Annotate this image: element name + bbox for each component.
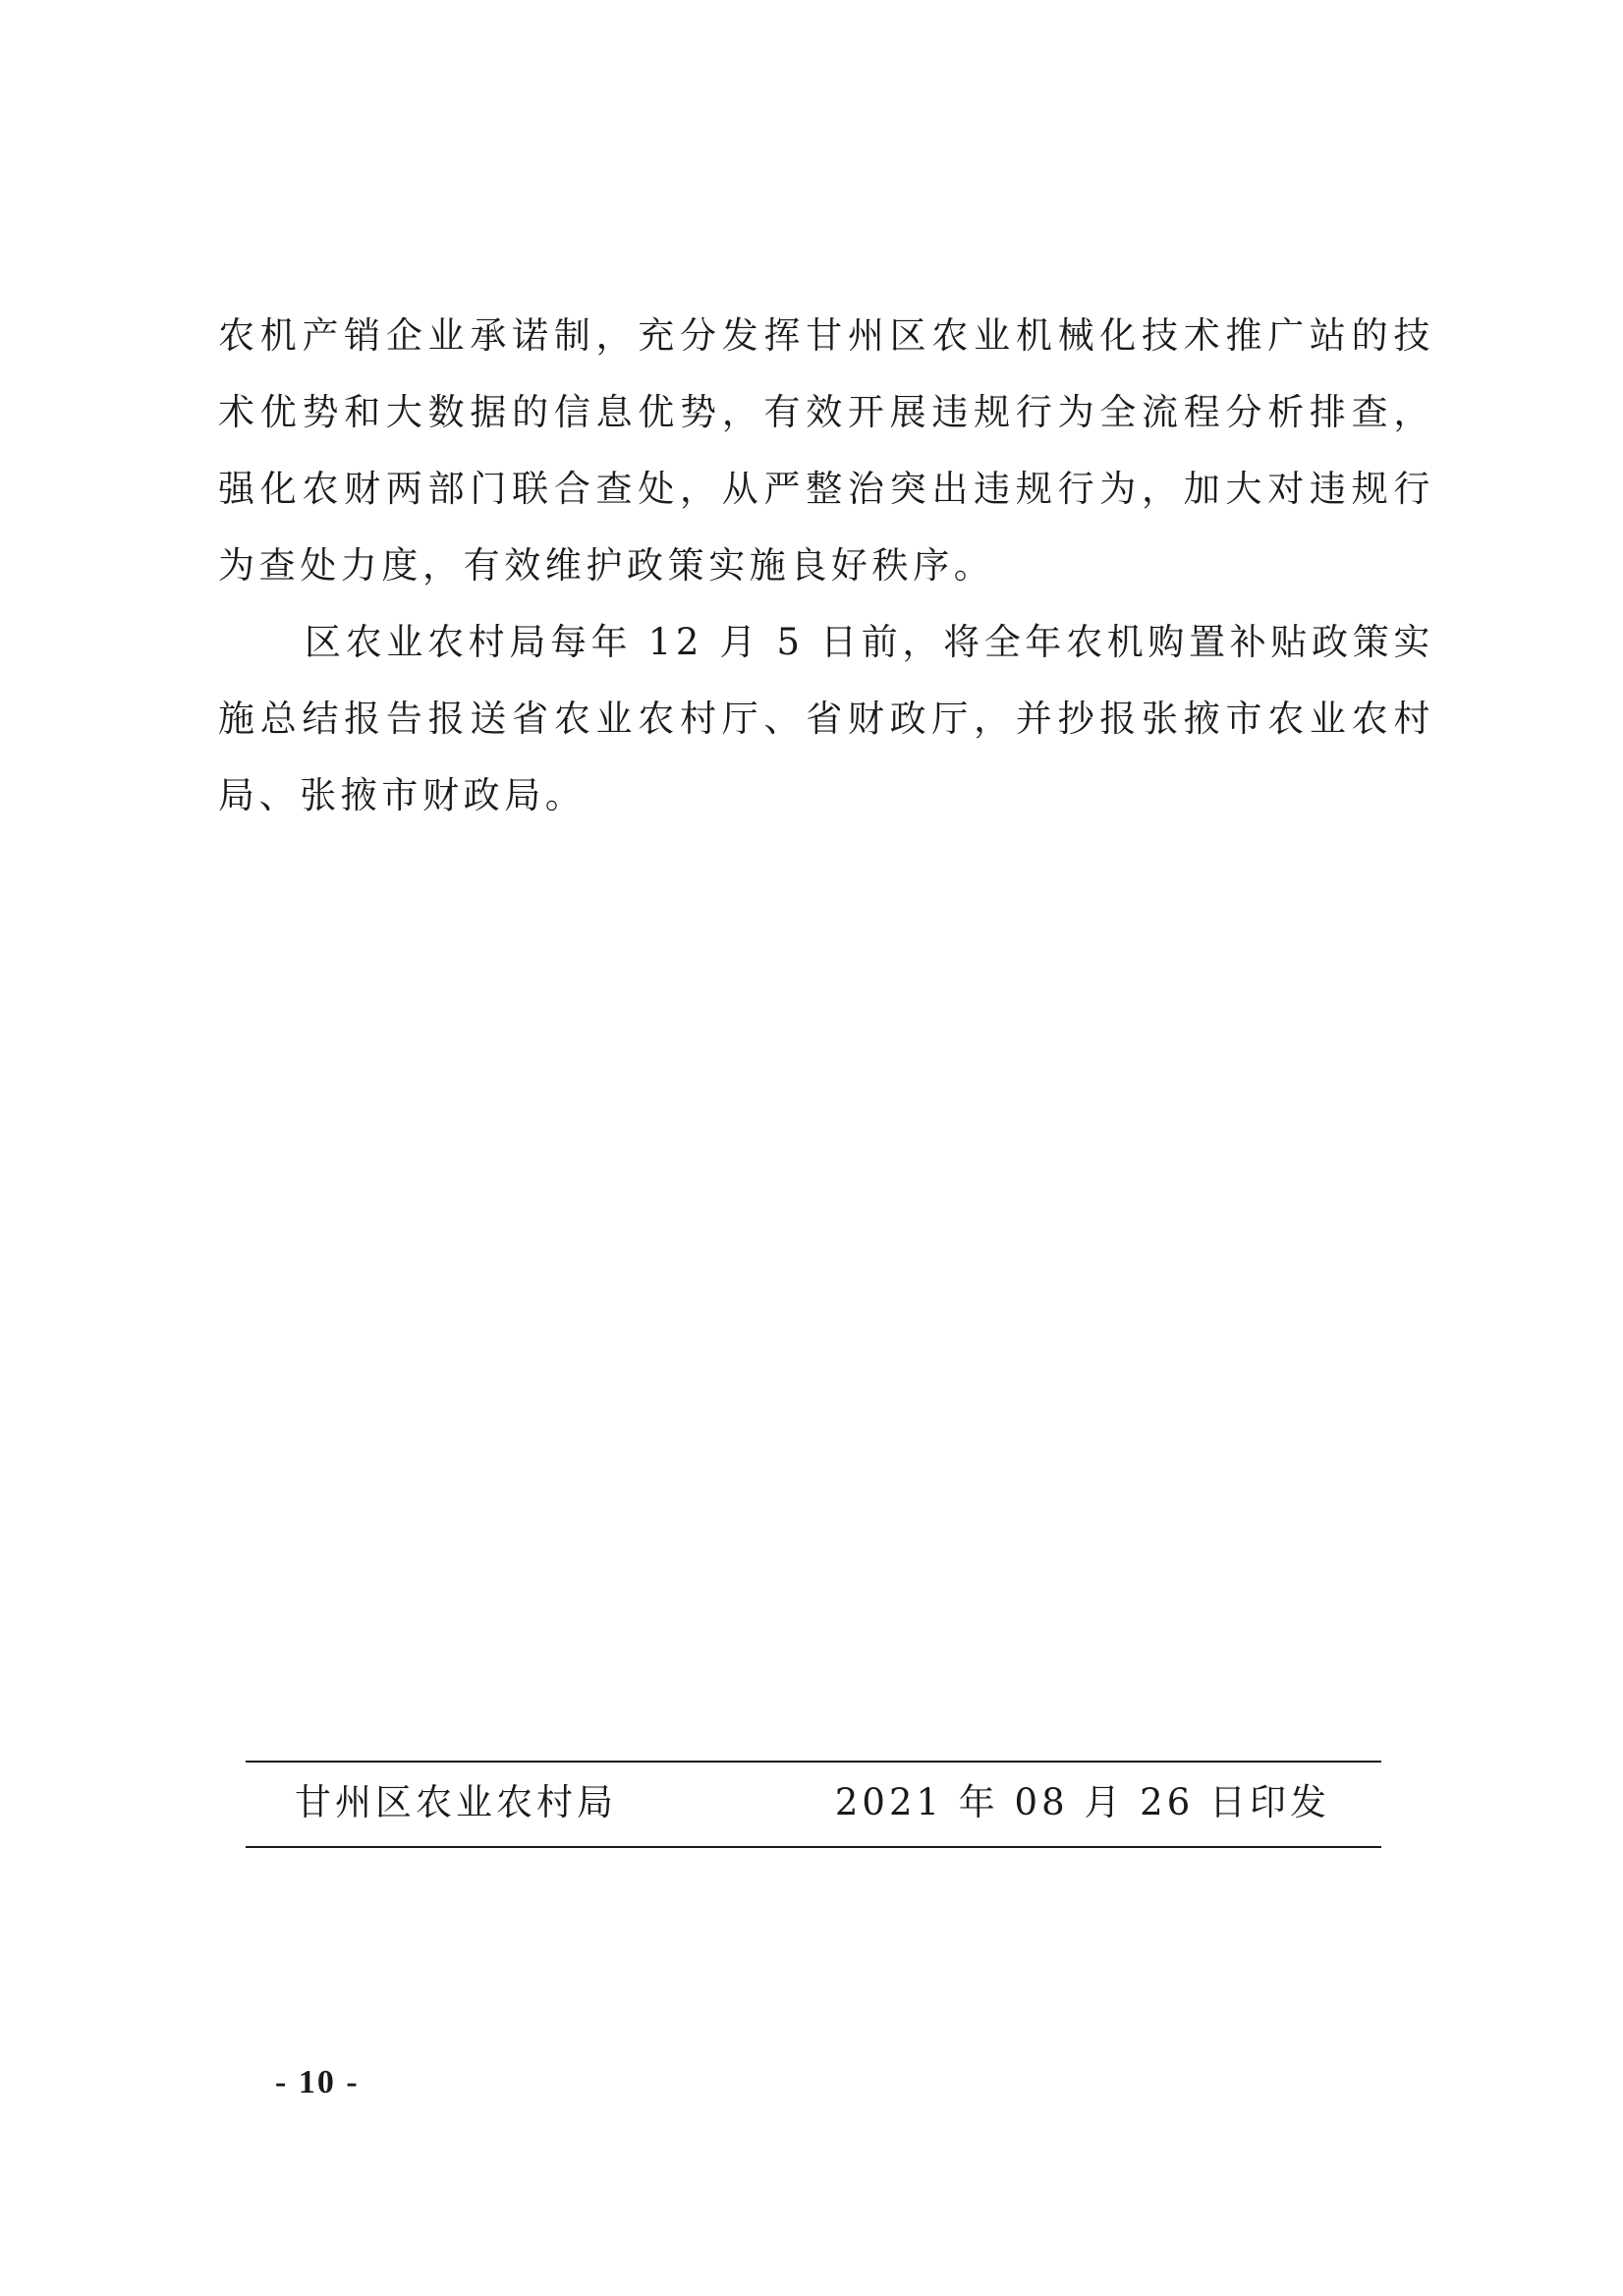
- imprint-date: 2021 年 08 月 26 日印发: [834, 1781, 1330, 1823]
- imprint-bottom-rule: [246, 1846, 1381, 1848]
- body-paragraph: 农机产销企业承诺制，充分发挥甘州区农业机械化技术推广站的技术优势和大数据的信息优势，有效开展违规行为全流程分析排查，强化农财两部门联合查处，从严整治突出违规行为，加大对违规行为查处力度，有效维护政策实施良好秩序。: [218, 314, 1434, 587]
- imprint-issuer: 甘州区农业农村局: [295, 1781, 617, 1823]
- page-number: - 10 -: [275, 2064, 360, 2100]
- imprint-top-rule: [246, 1761, 1381, 1763]
- body-paragraph: 区农业农村局每年 12 月 5 日前，将全年农机购置补贴政策实施总结报告报送省农业农村厅、省财政厅，并抄报张掖市农业农村局、张掖市财政局。: [218, 621, 1434, 816]
